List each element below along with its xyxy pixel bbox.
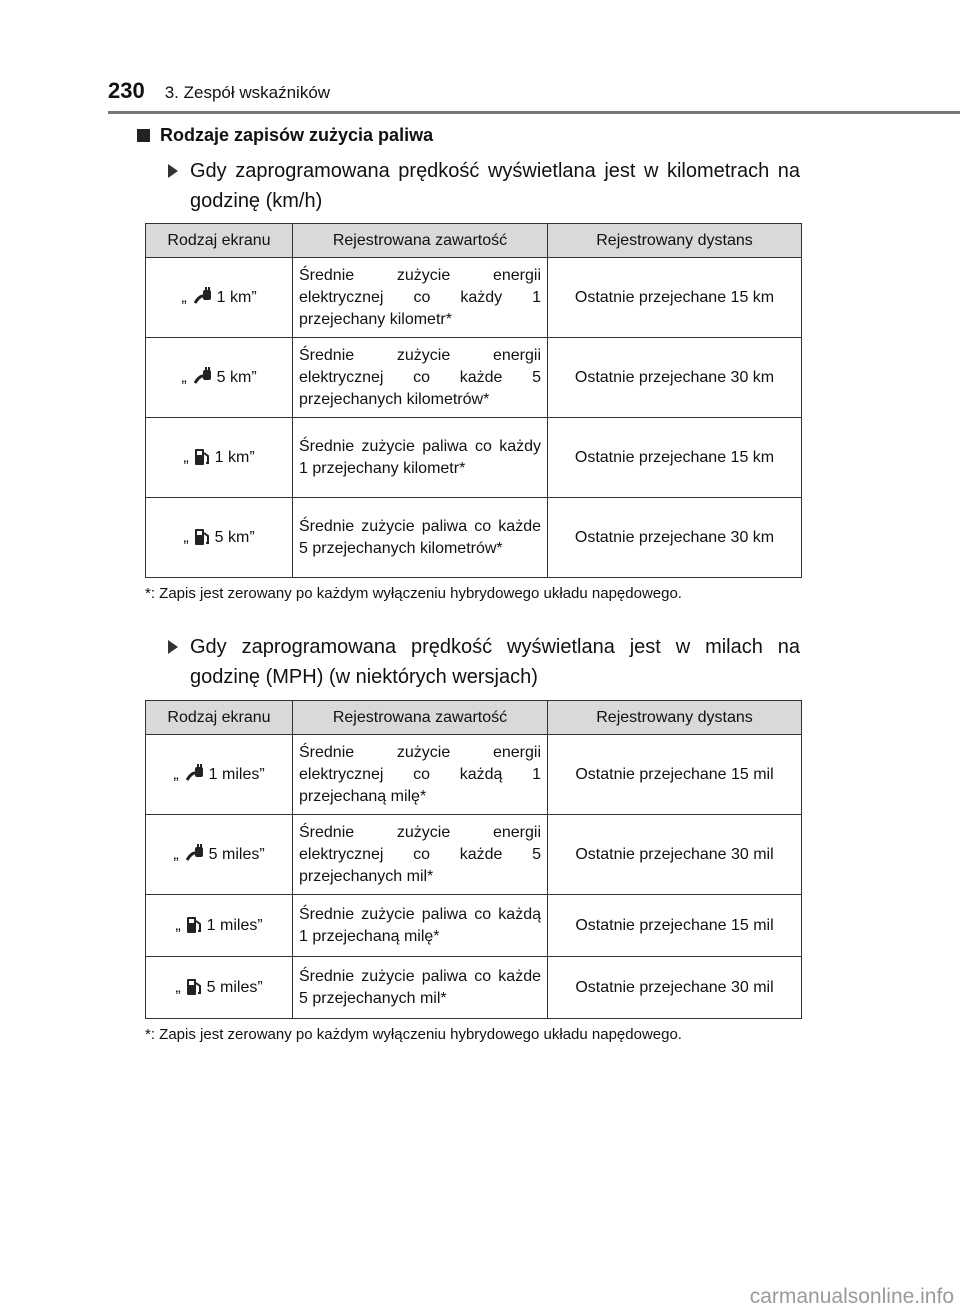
fuel-pump-icon (193, 527, 211, 547)
table-row (146, 895, 802, 957)
display-type-cell: „ 1 km” (146, 418, 293, 498)
display-type-cell: „ 5 miles” (146, 815, 293, 895)
column-header: Rodzaj ekranu (146, 701, 293, 735)
content-cell: Średnie zużycie paliwa co każde 5 przejechanych kilometrów* (293, 498, 548, 578)
table-header-row (146, 701, 802, 735)
fuel-pump-icon (185, 915, 203, 935)
mph-table (145, 700, 802, 1019)
content-cell: Średnie zużycie energii elektrycznej co każde 5 przejechanych kilometrów* (293, 338, 548, 418)
table-header-row (146, 224, 802, 258)
table-row (146, 957, 802, 1019)
display-type-cell: „ 1 miles” (146, 735, 293, 815)
distance-cell: Ostatnie przejechane 15 mil (548, 735, 802, 815)
table-row (146, 498, 802, 578)
fuel-pump-icon (193, 447, 211, 467)
distance-cell: Ostatnie przejechane 30 mil (548, 957, 802, 1019)
header-divider (108, 111, 960, 114)
plug-icon (191, 367, 213, 387)
display-type-cell: „ 1 miles” (146, 895, 293, 957)
km-subheading-text: Gdy zaprogramowana prędkość wyświetlana jest w kilometrach na godzinę (km/h) (190, 160, 800, 212)
content-cell: Średnie zużycie paliwa co każdy 1 przejechany kilometr* (293, 418, 548, 498)
display-type-cell: „ 5 km” (146, 498, 293, 578)
table-row (146, 258, 802, 338)
plug-icon (191, 287, 213, 307)
page-header (108, 78, 330, 104)
table-row (146, 418, 802, 498)
mph-subheading-text: Gdy zaprogramowana prędkość wyświetlana jest w milach na godzinę (MPH) (w niektórych wersjach) (190, 636, 800, 688)
content-cell: Średnie zużycie energii elektrycznej co każde 5 przejechanych mil* (293, 815, 548, 895)
table-row (146, 735, 802, 815)
distance-cell: Ostatnie przejechane 15 km (548, 418, 802, 498)
content-cell: Średnie zużycie energii elektrycznej co każdą 1 przejechaną milę* (293, 735, 548, 815)
mph-subheading (168, 632, 800, 692)
plug-icon (183, 844, 205, 864)
km-subheading (168, 156, 800, 216)
table-row (146, 815, 802, 895)
section-title: Rodzaje zapisów zużycia paliwa (160, 125, 434, 145)
chapter-title: 3. Zespół wskaźników (164, 83, 331, 102)
km-footnote: *: Zapis jest zerowany po każdym wyłączeniu hybrydowego układu napędowego. (145, 585, 682, 602)
content-cell: Średnie zużycie paliwa co każde 5 przejechanych mil* (293, 957, 548, 1019)
triangle-bullet-icon (168, 640, 178, 654)
display-type-cell: „ 5 km” (146, 338, 293, 418)
plug-icon (183, 764, 205, 784)
section-heading (137, 125, 433, 146)
distance-cell: Ostatnie przejechane 30 mil (548, 815, 802, 895)
watermark: carmanualsonline.info (749, 1285, 954, 1308)
distance-cell: Ostatnie przejechane 30 km (548, 338, 802, 418)
display-type-cell: „ 1 km” (146, 258, 293, 338)
km-table (145, 223, 802, 578)
distance-cell: Ostatnie przejechane 15 mil (548, 895, 802, 957)
column-header: Rejestrowany dystans (548, 701, 802, 735)
column-header: Rejestrowana zawartość (293, 224, 548, 258)
column-header: Rodzaj ekranu (146, 224, 293, 258)
table-row (146, 338, 802, 418)
column-header: Rejestrowana zawartość (293, 701, 548, 735)
distance-cell: Ostatnie przejechane 15 km (548, 258, 802, 338)
distance-cell: Ostatnie przejechane 30 km (548, 498, 802, 578)
mph-footnote: *: Zapis jest zerowany po każdym wyłączeniu hybrydowego układu napędowego. (145, 1026, 682, 1043)
fuel-pump-icon (185, 977, 203, 997)
column-header: Rejestrowany dystans (548, 224, 802, 258)
content-cell: Średnie zużycie paliwa co każdą 1 przejechaną milę* (293, 895, 548, 957)
triangle-bullet-icon (168, 164, 178, 178)
display-type-cell: „ 5 miles” (146, 957, 293, 1019)
square-bullet-icon (137, 129, 150, 142)
page-number: 230 (108, 78, 145, 103)
content-cell: Średnie zużycie energii elektrycznej co każdy 1 przejechany kilometr* (293, 258, 548, 338)
